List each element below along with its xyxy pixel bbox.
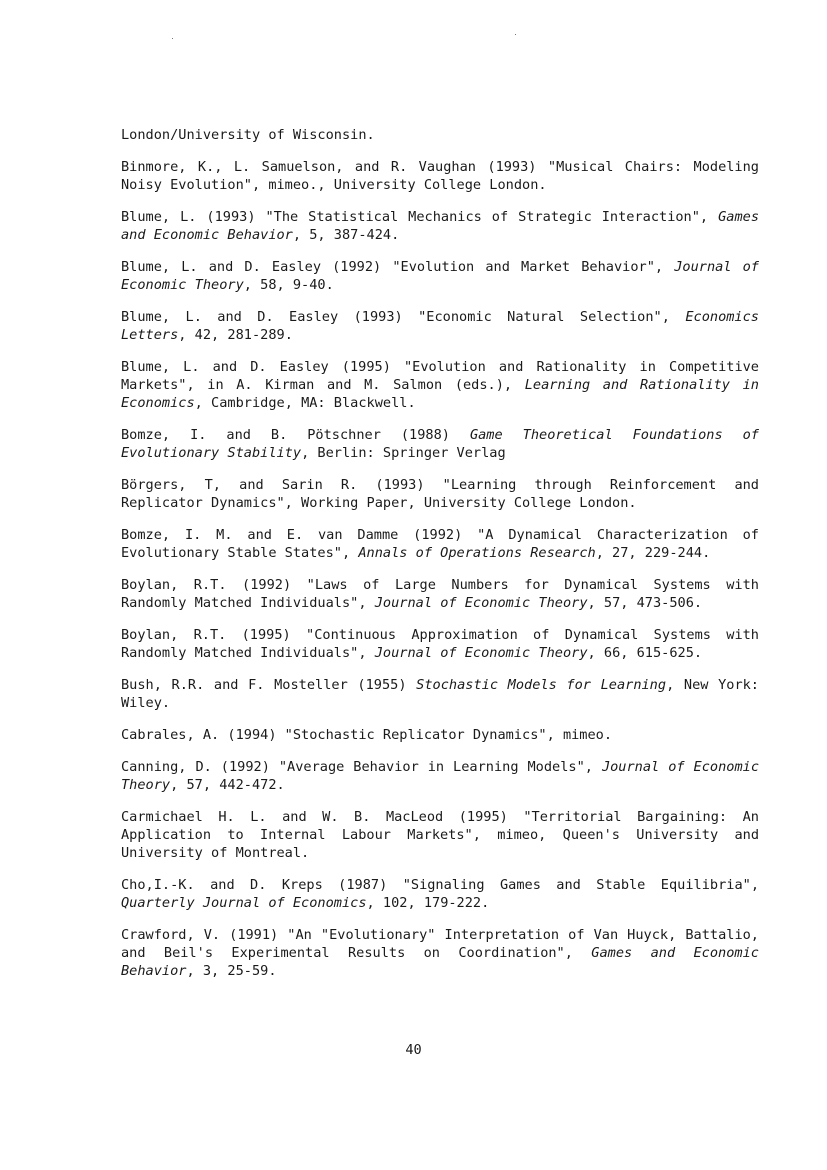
- reference-source-title: Games and Economic Behavior: [121, 945, 759, 979]
- reference-text: Crawford, V. (1991) "An "Evolutionary" Interpretation of Van Huyck, Battalio, and Beil's Experimental Results on Coordination",: [121, 927, 759, 961]
- reference-source-title: Annals of Operations Research: [358, 545, 596, 561]
- reference-text: , 58, 9-40.: [243, 277, 334, 293]
- reference-text: , 42, 281-289.: [178, 327, 293, 343]
- reference-entry: [121, 626, 759, 662]
- reference-entry: [121, 526, 759, 562]
- reference-text: Cabrales, A. (1994) "Stochastic Replicator Dynamics", mimeo.: [121, 727, 613, 743]
- reference-source-title: Learning and Rationality in Economics: [121, 377, 759, 411]
- reference-entry: [121, 808, 759, 862]
- page-number: 40: [405, 1042, 422, 1058]
- reference-source-title: Stochastic Models for Learning: [416, 677, 667, 693]
- reference-entry: [121, 358, 759, 412]
- reference-text: , 57, 473-506.: [587, 595, 703, 611]
- reference-text: , 102, 179-222.: [366, 895, 490, 911]
- reference-text: , Cambridge, MA: Blackwell.: [194, 395, 416, 411]
- reference-list: [121, 126, 759, 994]
- scan-speck: [515, 34, 516, 35]
- reference-text: , 3, 25-59.: [186, 963, 277, 979]
- reference-entry: [121, 426, 759, 462]
- reference-entry: [121, 926, 759, 980]
- reference-text: Blume, L. and D. Easley (1992) "Evolution and Market Behavior",: [121, 259, 675, 275]
- reference-entry: [121, 126, 759, 144]
- reference-text: Blume, L. (1993) "The Statistical Mechanics of Strategic Interaction",: [121, 209, 719, 225]
- reference-text: Bomze, I. M. and E. van Damme (1992) "A Dynamical Characterization of Evolutionary Stable States",: [121, 527, 759, 561]
- reference-text: , 5, 387-424.: [292, 227, 400, 243]
- reference-source-title: Journal of Economic Theory: [121, 759, 759, 793]
- reference-entry: [121, 758, 759, 794]
- reference-text: Bush, R.R. and F. Mosteller (1955): [121, 677, 417, 693]
- reference-text: Blume, L. and D. Easley (1995) "Evolution and Rationality in Competitive Markets", in A. Kirman and M. Salmon (eds.),: [121, 359, 759, 393]
- reference-entry: [121, 258, 759, 294]
- reference-text: , New York: Wiley.: [121, 677, 759, 711]
- reference-text: Bomze, I. and B. Pötschner (1988): [121, 427, 470, 443]
- reference-text: , 57, 442-472.: [170, 777, 285, 793]
- reference-source-title: Games and Economic Behavior: [121, 209, 759, 243]
- scan-speck: [172, 38, 173, 39]
- reference-text: Carmichael H. L. and W. B. MacLeod (1995) "Territorial Bargaining: An Application to Internal Labour Markets", mimeo, Queen's University and University of Montreal.: [121, 809, 759, 861]
- reference-text: Börgers, T, and Sarin R. (1993) "Learning through Reinforcement and Replicator Dynamics", Working Paper, University College London.: [121, 477, 759, 511]
- reference-text: Binmore, K., L. Samuelson, and R. Vaughan (1993) "Musical Chairs: Modeling Noisy Evolution", mimeo., University College London.: [121, 159, 759, 193]
- reference-text: , Berlin: Springer Verlag: [301, 445, 506, 461]
- reference-source-title: Quarterly Journal of Economics: [121, 895, 367, 911]
- reference-source-title: Game Theoretical Foundations of Evolutionary Stability: [121, 427, 759, 461]
- reference-entry: [121, 158, 759, 194]
- reference-text: , 66, 615-625.: [587, 645, 703, 661]
- reference-source-title: Journal of Economic Theory: [121, 259, 759, 293]
- reference-source-title: Journal of Economic Theory: [374, 645, 588, 661]
- reference-entry: [121, 876, 759, 912]
- reference-text: Canning, D. (1992) "Average Behavior in Learning Models",: [121, 759, 602, 775]
- reference-entry: [121, 476, 759, 512]
- reference-text: Boylan, R.T. (1995) "Continuous Approximation of Dynamical Systems with Randomly Matched Individuals",: [121, 627, 759, 661]
- reference-text: Cho,I.-K. and D. Kreps (1987) "Signaling Games and Stable Equilibria",: [121, 877, 759, 893]
- reference-text: , 27, 229-244.: [595, 545, 711, 561]
- reference-text: London/University of Wisconsin.: [121, 127, 375, 143]
- reference-text: Boylan, R.T. (1992) "Laws of Large Numbers for Dynamical Systems with Randomly Matched Individuals",: [121, 577, 759, 611]
- reference-text: Blume, L. and D. Easley (1993) "Economic Natural Selection",: [121, 309, 686, 325]
- reference-entry: [121, 576, 759, 612]
- reference-entry: [121, 308, 759, 344]
- reference-entry: [121, 208, 759, 244]
- reference-source-title: Economics Letters: [121, 309, 759, 343]
- reference-entry: [121, 676, 759, 712]
- reference-source-title: Journal of Economic Theory: [374, 595, 588, 611]
- reference-entry: [121, 726, 759, 744]
